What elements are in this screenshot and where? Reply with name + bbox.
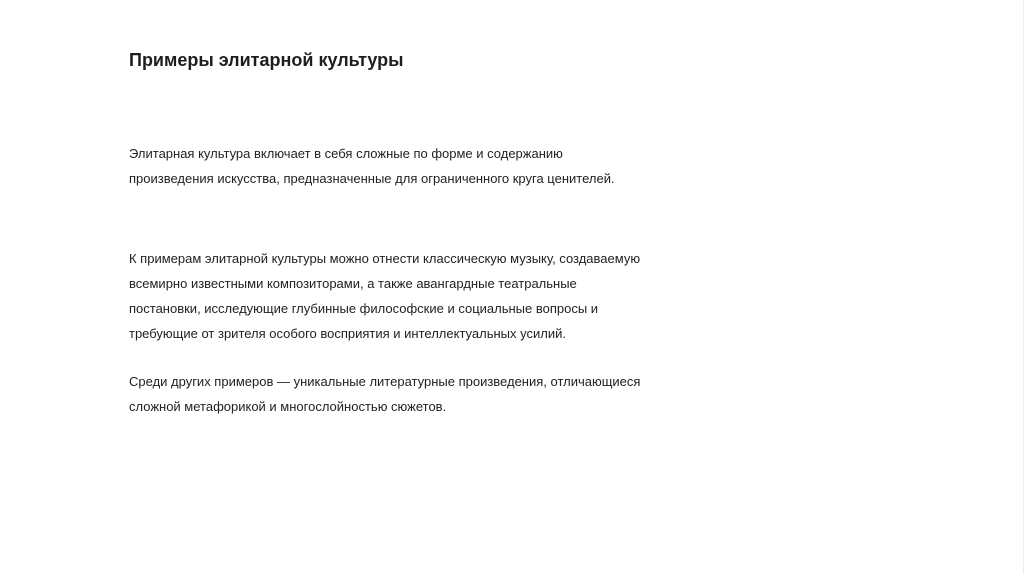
paragraph-examples-literature [129, 369, 640, 419]
paragraph-line: Среди других примеров — уникальные литературные произведения, отличающиеся [129, 374, 641, 389]
paragraph-line: сложной метафорикой и многослойностью сюжетов. [129, 399, 447, 414]
paragraph-line: Элитарная культура включает в себя сложные по форме и содержанию [129, 146, 563, 161]
paragraph-line: всемирно известными композиторами, а также авангардные театральные [129, 276, 577, 291]
slide-title: Примеры элитарной культуры [129, 50, 404, 70]
paragraph-line: К примерам элитарной культуры можно отнести классическую музыку, создаваемую [129, 251, 641, 266]
paragraph-definition [129, 141, 615, 191]
paragraph-line: произведения искусства, предназначенные для ограниченного круга ценителей. [129, 171, 615, 186]
paragraph-line: постановки, исследующие глубинные философские и социальные вопросы и [129, 301, 599, 316]
paragraph-examples-music-theatre [129, 246, 640, 346]
paragraph-line: требующие от зрителя особого восприятия и интеллектуальных усилий. [129, 326, 566, 341]
